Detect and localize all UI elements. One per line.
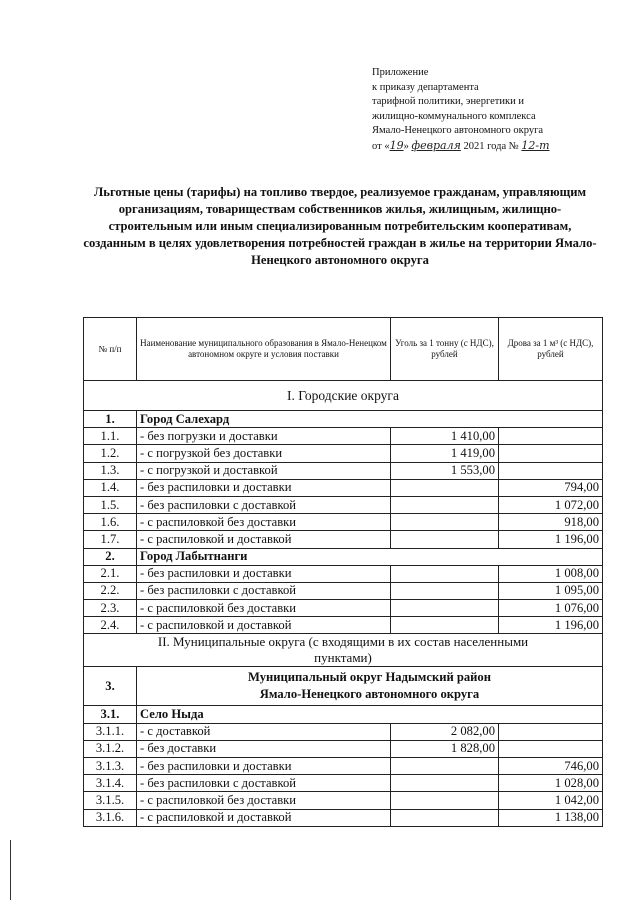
- row-wood-price: 1 076,00: [499, 600, 603, 617]
- header-number: № п/п: [84, 318, 137, 381]
- row-coal-price: 1 553,00: [391, 462, 499, 479]
- section-title-line: II. Муниципальные округа (с входящими в их состав населенными: [157, 634, 529, 650]
- group-number: 3.: [84, 667, 137, 706]
- table-row: [84, 428, 603, 445]
- table-row: [84, 496, 603, 513]
- table-row: [84, 758, 603, 775]
- row-number: 3.1.6.: [84, 809, 137, 826]
- row-wood-price: 1 095,00: [499, 582, 603, 599]
- row-coal-price: 1 828,00: [391, 740, 499, 757]
- row-name: - с распиловкой без доставки: [137, 792, 391, 809]
- row-name: - без распиловки и доставки: [137, 479, 391, 496]
- row-number: 3.1.1.: [84, 723, 137, 740]
- table-row: [84, 775, 603, 792]
- row-coal-price: [391, 479, 499, 496]
- row-wood-price: 1 138,00: [499, 809, 603, 826]
- row-name: - с распиловкой и доставкой: [137, 531, 391, 548]
- row-number: 3.1.5.: [84, 792, 137, 809]
- row-name: - с погрузкой без доставки: [137, 445, 391, 462]
- row-number: 1.6.: [84, 514, 137, 531]
- row-name: - с погрузкой и доставкой: [137, 462, 391, 479]
- annex-line: тарифной политики, энергетики и: [372, 96, 524, 108]
- row-name: - без распиловки и доставки: [137, 758, 391, 775]
- row-number: 3.1.3.: [84, 758, 137, 775]
- group-name: Город Лабытнанги: [137, 548, 603, 565]
- row-name: - без доставки: [137, 740, 391, 757]
- row-wood-price: [499, 445, 603, 462]
- table-body-labytnangi: [84, 565, 603, 634]
- header-name: Наименование муниципального образования в Ямало-Ненецком автономном округе и условия поставки: [137, 318, 391, 381]
- table-row: [84, 462, 603, 479]
- row-coal-price: 2 082,00: [391, 723, 499, 740]
- row-coal-price: [391, 792, 499, 809]
- row-number: 1.7.: [84, 531, 137, 548]
- row-number: 3.1.2.: [84, 740, 137, 757]
- table-row: [84, 792, 603, 809]
- row-wood-price: 746,00: [499, 758, 603, 775]
- annex-date-line: [372, 139, 550, 155]
- row-number: 1.1.: [84, 428, 137, 445]
- row-number: 2.4.: [84, 617, 137, 634]
- row-number: 1.2.: [84, 445, 137, 462]
- row-wood-price: [499, 740, 603, 757]
- row-coal-price: [391, 531, 499, 548]
- table-row: [84, 531, 603, 548]
- table-row: [84, 514, 603, 531]
- group-name-line: Ямало-Ненецкого автономного округа: [259, 687, 480, 702]
- row-name: - без распиловки и доставки: [137, 565, 391, 582]
- order-number: 12-т: [521, 138, 550, 152]
- table-row: [84, 600, 603, 617]
- row-wood-price: 1 008,00: [499, 565, 603, 582]
- table-row: [84, 740, 603, 757]
- table-row: [84, 445, 603, 462]
- group-row: [84, 706, 603, 723]
- table-row: [84, 479, 603, 496]
- row-wood-price: 1 042,00: [499, 792, 603, 809]
- annex-line: Приложение: [372, 67, 429, 78]
- group-name: Город Салехард: [137, 411, 603, 428]
- row-name: - без распиловки с доставкой: [137, 775, 391, 792]
- header-coal: Уголь за 1 тонну (с НДС), рублей: [391, 318, 499, 381]
- row-wood-price: 1 196,00: [499, 531, 603, 548]
- section-title: I. Городские округа: [84, 381, 603, 411]
- date-day: 19: [389, 138, 404, 152]
- table-row: [84, 565, 603, 582]
- table-body-nyda: [84, 723, 603, 826]
- margin-line: [10, 840, 11, 900]
- table-row: [84, 809, 603, 826]
- table-header-row: [84, 318, 603, 381]
- document-title: Льготные цены (тарифы) на топливо твердое, реализуемое гражданам, управляющим организациям, товариществам собственников жилья, жилищным, жилищно-строительным или иным специализированным потребительским кооперативам, созданным в целях удовлетворения потребностей граждан в жилье на территории Ямало-Ненецкого автономного округа: [83, 185, 597, 267]
- group-number: 3.1.: [84, 706, 137, 723]
- group-number: 2.: [84, 548, 137, 565]
- group-row: [84, 411, 603, 428]
- row-name: - с доставкой: [137, 723, 391, 740]
- group-row: [84, 548, 603, 565]
- row-coal-price: [391, 758, 499, 775]
- row-wood-price: 918,00: [499, 514, 603, 531]
- row-wood-price: 1 072,00: [499, 496, 603, 513]
- row-coal-price: [391, 582, 499, 599]
- row-coal-price: [391, 809, 499, 826]
- row-number: 1.5.: [84, 496, 137, 513]
- annex-line: к приказу департамента: [372, 81, 479, 93]
- row-wood-price: 1 028,00: [499, 775, 603, 792]
- row-coal-price: [391, 514, 499, 531]
- table-body-salekhard: [84, 428, 603, 548]
- group-row: [84, 667, 603, 706]
- section-title-line: пунктами): [314, 650, 372, 666]
- row-wood-price: [499, 723, 603, 740]
- group-name: Село Ныда: [137, 706, 603, 723]
- row-name: - с распиловкой и доставкой: [137, 617, 391, 634]
- date-mid: »: [403, 140, 409, 152]
- section-row: [84, 381, 603, 411]
- row-coal-price: [391, 775, 499, 792]
- row-number: 2.3.: [84, 600, 137, 617]
- row-coal-price: [391, 565, 499, 582]
- row-number: 1.3.: [84, 462, 137, 479]
- section-row: [84, 634, 603, 667]
- row-name: - без распиловки с доставкой: [137, 582, 391, 599]
- row-name: - с распиловкой без доставки: [137, 600, 391, 617]
- row-name: - с распиловкой и доставкой: [137, 809, 391, 826]
- row-wood-price: 1 196,00: [499, 617, 603, 634]
- row-wood-price: 794,00: [499, 479, 603, 496]
- annex-block: [372, 66, 550, 155]
- row-name: - с распиловкой без доставки: [137, 514, 391, 531]
- row-number: 3.1.4.: [84, 775, 137, 792]
- row-name: - без погрузки и доставки: [137, 428, 391, 445]
- annex-line: Ямало-Ненецкого автономного округа: [372, 125, 544, 137]
- section-title: [84, 634, 603, 667]
- annex-line: жилищно-коммунального комплекса: [372, 110, 536, 122]
- table-row: [84, 582, 603, 599]
- row-number: 2.2.: [84, 582, 137, 599]
- tariff-table: [83, 317, 603, 827]
- row-coal-price: [391, 496, 499, 513]
- header-wood: Дрова за 1 м³ (с НДС), рублей: [499, 318, 603, 381]
- row-coal-price: [391, 617, 499, 634]
- row-number: 1.4.: [84, 479, 137, 496]
- row-coal-price: 1 410,00: [391, 428, 499, 445]
- row-name: - без распиловки с доставкой: [137, 496, 391, 513]
- date-year: 2021 года №: [463, 140, 519, 152]
- row-coal-price: [391, 600, 499, 617]
- group-number: 1.: [84, 411, 137, 428]
- row-number: 2.1.: [84, 565, 137, 582]
- table-row: [84, 617, 603, 634]
- group-name-line: Муниципальный округ Надымский район: [248, 670, 491, 685]
- row-wood-price: [499, 428, 603, 445]
- group-name: [137, 667, 603, 706]
- row-wood-price: [499, 462, 603, 479]
- table-row: [84, 723, 603, 740]
- date-prefix: от «: [372, 140, 390, 152]
- date-month: февраля: [411, 138, 461, 152]
- row-coal-price: 1 419,00: [391, 445, 499, 462]
